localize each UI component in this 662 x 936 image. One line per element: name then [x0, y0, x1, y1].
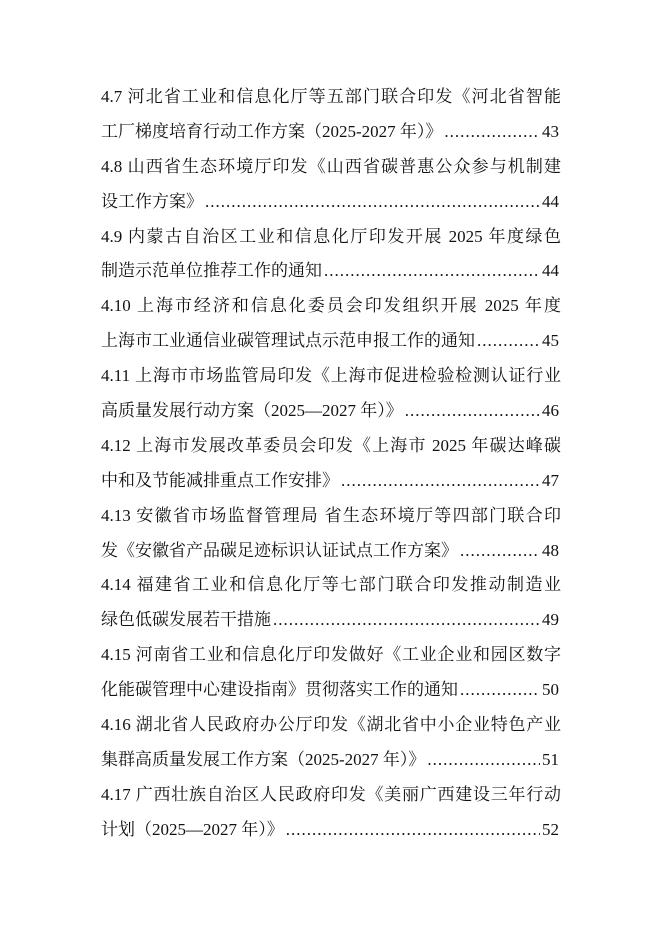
toc-entry[interactable] [101, 778, 561, 848]
section-title-continued: 中和及节能减排重点工作安排》 [101, 470, 339, 490]
toc-entry-leader-line [101, 813, 561, 848]
section-number: 4.12 [101, 435, 131, 455]
section-number: 4.15 [101, 645, 131, 665]
toc-entry-title-line [101, 289, 561, 324]
section-title-continued: 计划（2025—2027 年）》 [101, 819, 284, 839]
dot-leader [341, 464, 540, 499]
page-number: 48 [542, 540, 559, 560]
section-title-continued: 集群高质量发展工作方案（2025-2027 年）》 [101, 749, 426, 769]
section-title-continued: 制造示范单位推荐工作的通知 [101, 261, 322, 281]
section-title-continued: 化能碳管理中心建设指南》贯彻落实工作的通知 [101, 680, 458, 700]
toc-entry-leader-line [101, 394, 561, 429]
section-number: 4.14 [101, 575, 131, 595]
section-number: 4.13 [101, 505, 131, 525]
page-number: 46 [542, 401, 559, 421]
section-number: 4.8 [101, 156, 123, 176]
section-title: 湖北省人民政府办公厅印发《湖北省中小企业特色产业 [135, 715, 561, 735]
dot-leader [477, 324, 540, 359]
toc-entry-title-line [101, 150, 561, 185]
toc-entry[interactable] [101, 289, 561, 359]
section-number: 4.9 [101, 226, 123, 246]
toc-entry[interactable] [101, 499, 561, 569]
toc-entry[interactable] [101, 220, 561, 290]
dot-leader [460, 534, 540, 569]
section-title: 广西壮族自治区人民政府印发《美丽广西建设三年行动 [135, 784, 561, 804]
dot-leader [286, 813, 540, 848]
toc-entry-title-line [101, 429, 561, 464]
page-number: 52 [542, 819, 559, 839]
dot-leader [460, 673, 540, 708]
toc-entry-leader-line [101, 534, 561, 569]
page-number: 49 [542, 610, 559, 630]
toc-entry-title-line [101, 359, 561, 394]
toc-entry-title-line [101, 778, 561, 813]
toc-entry-leader-line [101, 324, 561, 359]
page-number: 50 [542, 680, 559, 700]
page-number: 44 [542, 261, 559, 281]
toc-entry-leader-line [101, 185, 561, 220]
toc-entry-leader-line [101, 115, 561, 150]
section-number: 4.10 [101, 296, 131, 316]
section-title: 上海市经济和信息化委员会印发组织开展 2025 年度 [136, 296, 561, 316]
toc-entry[interactable] [101, 80, 561, 150]
toc-entry-leader-line [101, 464, 561, 499]
toc-entry-title-line [101, 708, 561, 743]
toc-entry-title-line [101, 638, 561, 673]
page-number: 51 [542, 749, 559, 769]
toc-entry[interactable] [101, 708, 561, 778]
section-title: 上海市市场监管局印发《上海市促进检验检测认证行业 [135, 366, 561, 386]
toc-entry-title-line [101, 568, 561, 603]
section-title: 河北省工业和信息化厅等五部门联合印发《河北省智能 [127, 87, 561, 106]
section-title: 内蒙古自治区工业和信息化厅印发开展 2025 年度绿色 [128, 226, 561, 246]
dot-leader [405, 394, 540, 429]
page-number: 47 [542, 470, 559, 490]
section-title-continued: 设工作方案》 [101, 191, 203, 211]
toc-entry[interactable] [101, 429, 561, 499]
page-number: 45 [542, 331, 559, 351]
toc-entry-title-line [101, 80, 561, 115]
section-title: 河南省工业和信息化厅印发做好《工业企业和园区数字 [135, 645, 561, 665]
toc-entry-leader-line [101, 603, 561, 638]
dot-leader [444, 115, 540, 150]
section-title-continued: 发《安徽省产品碳足迹标识认证试点工作方案》 [101, 540, 458, 560]
section-title: 福建省工业和信息化厅等七部门联合印发推动制造业 [136, 575, 561, 595]
section-title-continued: 高质量发展行动方案（2025—2027 年）》 [101, 401, 403, 421]
dot-leader [205, 185, 540, 220]
section-number: 4.7 [101, 87, 123, 106]
dot-leader [427, 743, 540, 778]
section-number: 4.11 [101, 366, 131, 386]
toc-entry[interactable] [101, 150, 561, 220]
page-number: 44 [542, 191, 559, 211]
toc-entry-title-line [101, 220, 561, 255]
toc-entry-title-line [101, 499, 561, 534]
toc-entry-leader-line [101, 743, 561, 778]
toc-entry-leader-line [101, 673, 561, 708]
section-number: 4.17 [101, 784, 131, 804]
table-of-contents [101, 80, 561, 848]
toc-entry[interactable] [101, 638, 561, 708]
section-title-continued: 上海市工业通信业碳管理试点示范申报工作的通知 [101, 331, 475, 351]
section-title: 上海市发展改革委员会印发《上海市 2025 年碳达峰碳 [136, 435, 561, 455]
section-number: 4.16 [101, 715, 131, 735]
section-title: 安徽省市场监督管理局 省生态环境厅等四部门联合印 [136, 505, 561, 525]
toc-entry-leader-line [101, 254, 561, 289]
section-title: 山西省生态环境厅印发《山西省碳普惠公众参与机制建 [127, 156, 561, 176]
dot-leader [324, 254, 540, 289]
dot-leader [273, 603, 540, 638]
toc-entry[interactable] [101, 359, 561, 429]
section-title-continued: 工厂梯度培育行动工作方案（2025-2027 年）》 [101, 121, 443, 141]
section-title-continued: 绿色低碳发展若干措施 [101, 610, 271, 630]
toc-entry[interactable] [101, 568, 561, 638]
page-number: 43 [542, 121, 559, 141]
